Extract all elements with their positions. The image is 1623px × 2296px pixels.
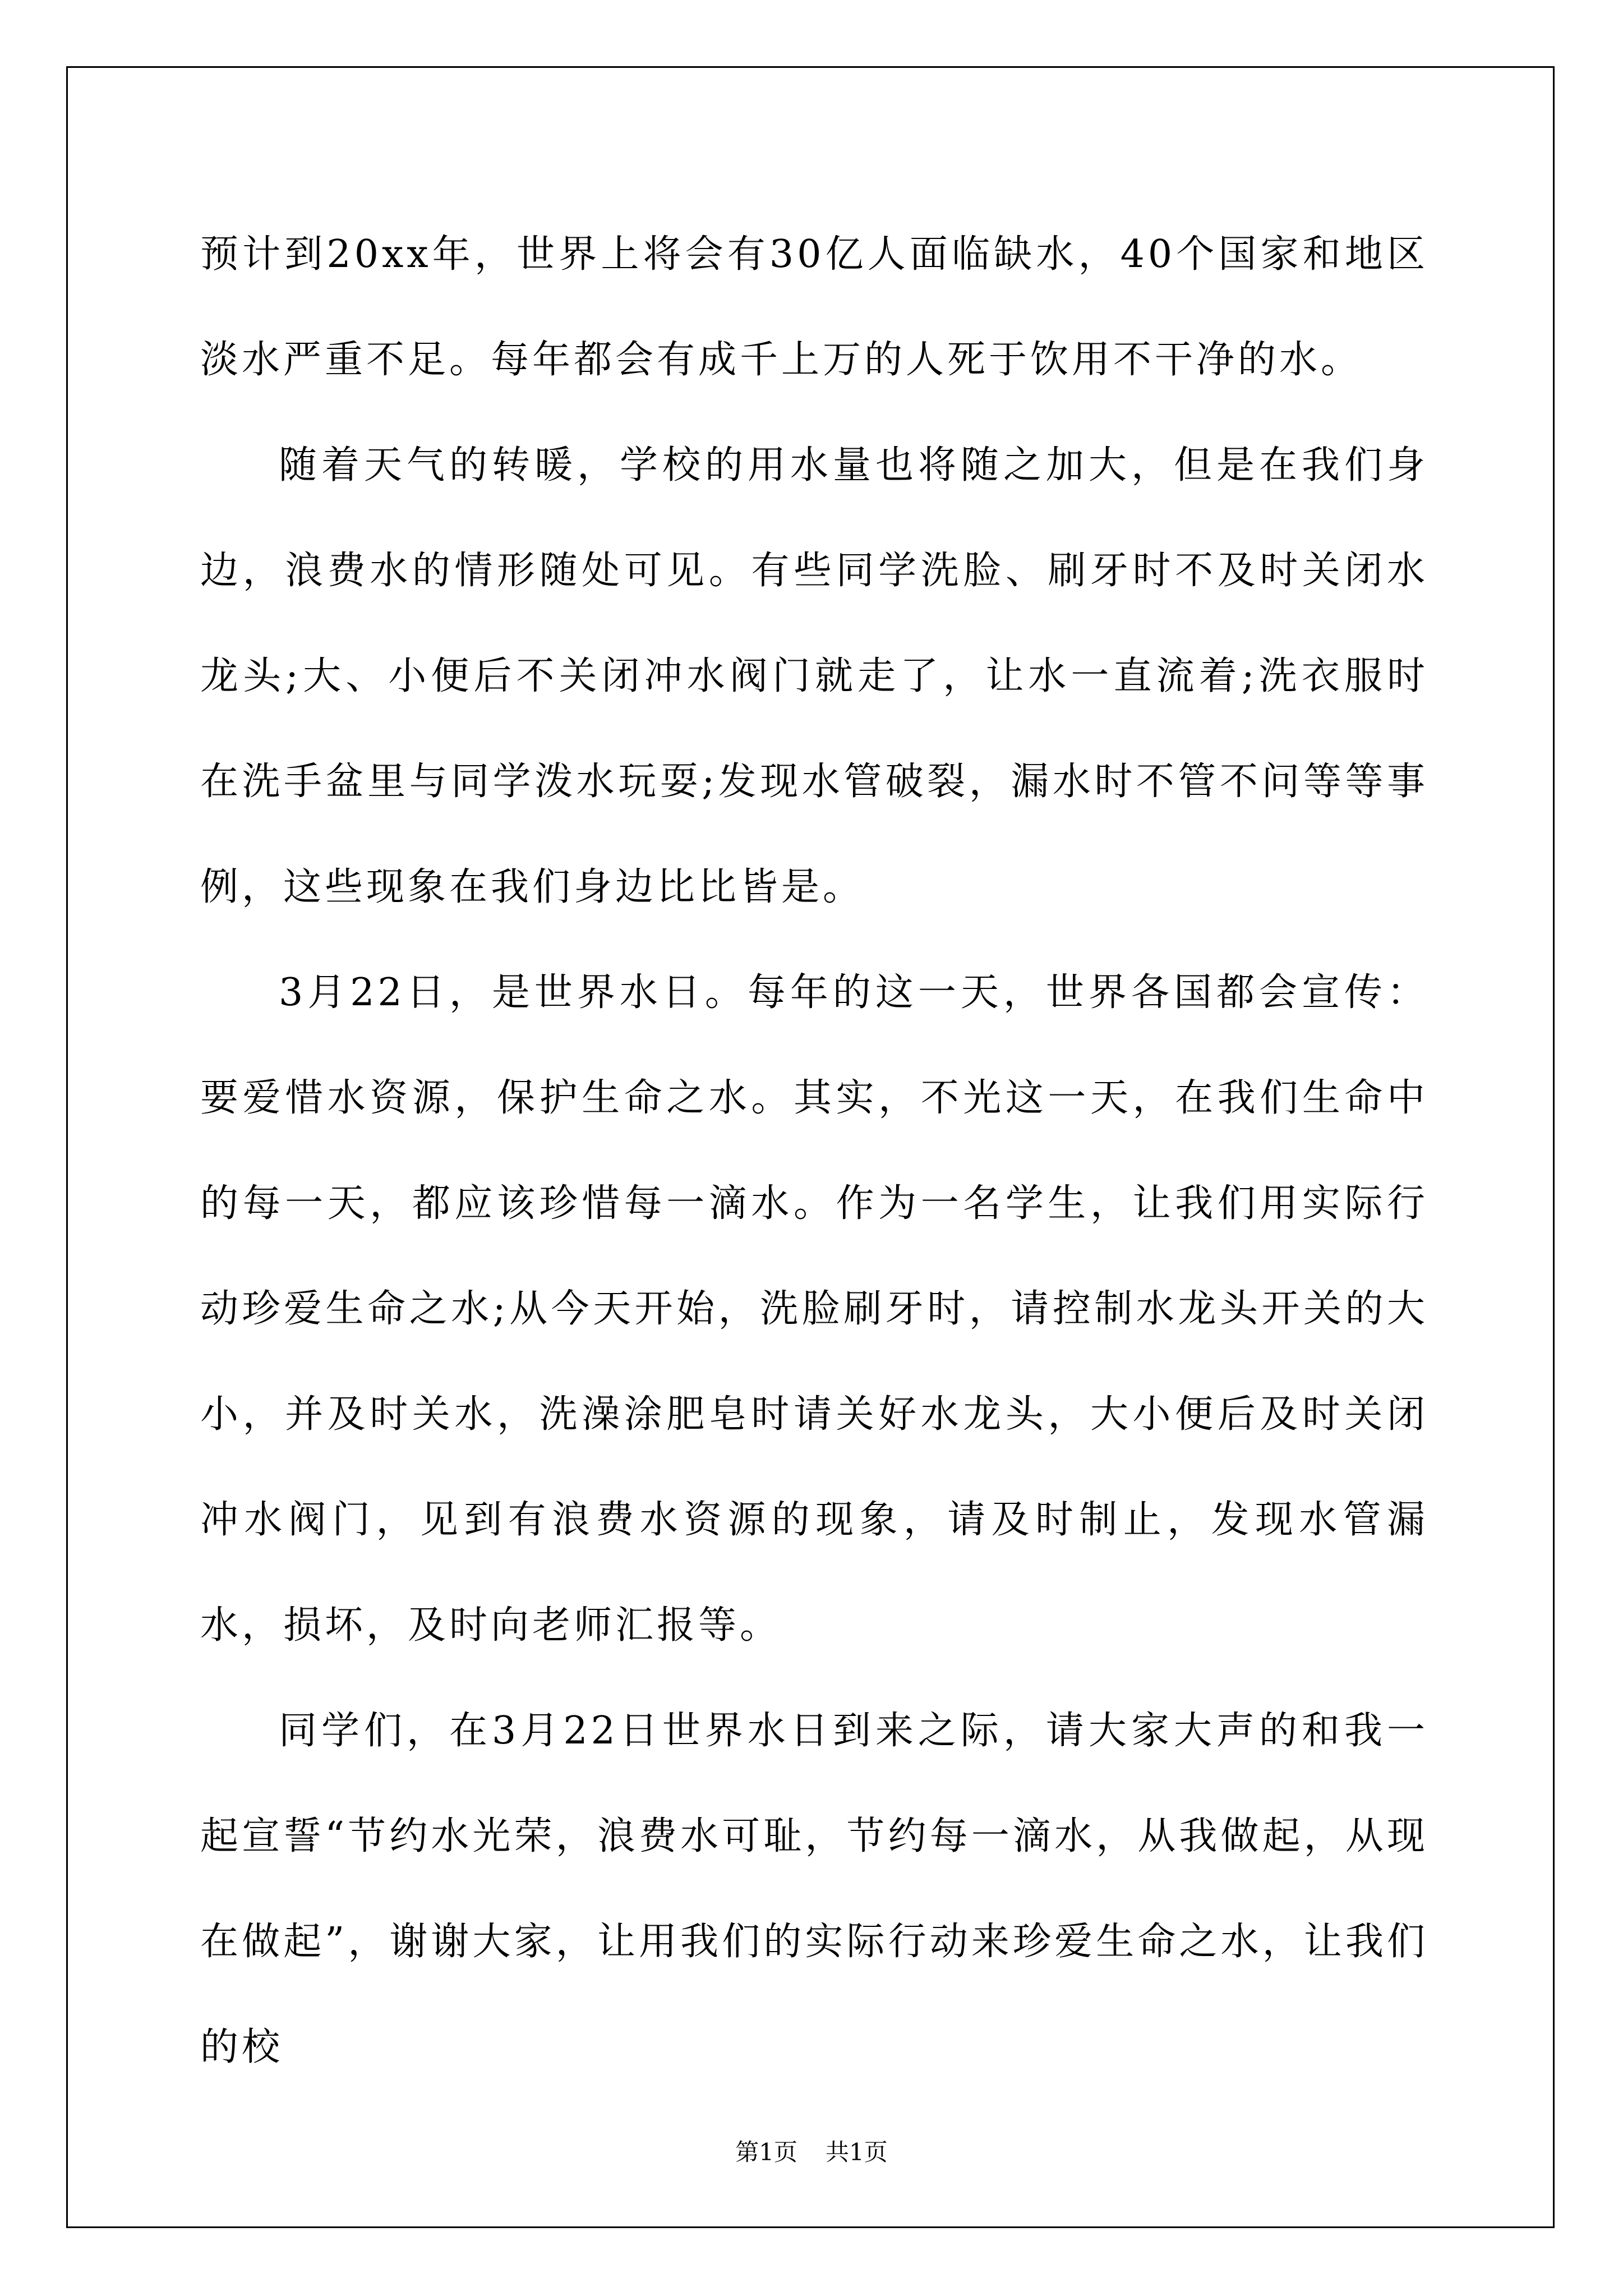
paragraph-3: 3月22日，是世界水日。每年的这一天，世界各国都会宣传：要爱惜水资源，保护生命之水。其实，不光这一天，在我们生命中的每一天，都应该珍惜每一滴水。作为一名学生，让我们用实际行动珍爱生命之水;从今天开始，洗脸刷牙时，请控制水龙头开关的大小，并及时关水，洗澡涂肥皂时请关好水龙头，大小便后及时关闭冲水阀门，见到有浪费水资源的现象，请及时制止，发现水管漏水，损坏，及时向老师汇报等。 [200,970,1428,1648]
page-footer [0,2134,1623,2168]
paragraph-4: 同学们，在3月22日世界水日到来之际，请大家大声的和我一起宣誓“节约水光荣，浪费水可耻，节约每一滴水，从我做起，从现在做起”，谢谢大家，让用我们的实际行动来珍爱生命之水，让我们的校 [200,1709,1428,2069]
paragraph-1: 预计到20xx年，世界上将会有30亿人面临缺水，40个国家和地区淡水严重不足。每年都会有成千上万的人死于饮用不干净的水。 [200,232,1428,382]
total-pages: 共1页 [826,2138,888,2166]
page-number: 第1页 [735,2138,797,2166]
paragraph-2: 随着天气的转暖，学校的用水量也将随之加大，但是在我们身边，浪费水的情形随处可见。有些同学洗脸、刷牙时不及时关闭水龙头;大、小便后不关闭冲水阀门就走了，让水一直流着;洗衣服时在洗手盆里与同学泼水玩耍;发现水管破裂，漏水时不管不问等等事例，这些现象在我们身边比比皆是。 [200,443,1428,909]
document-body [200,202,1428,2100]
